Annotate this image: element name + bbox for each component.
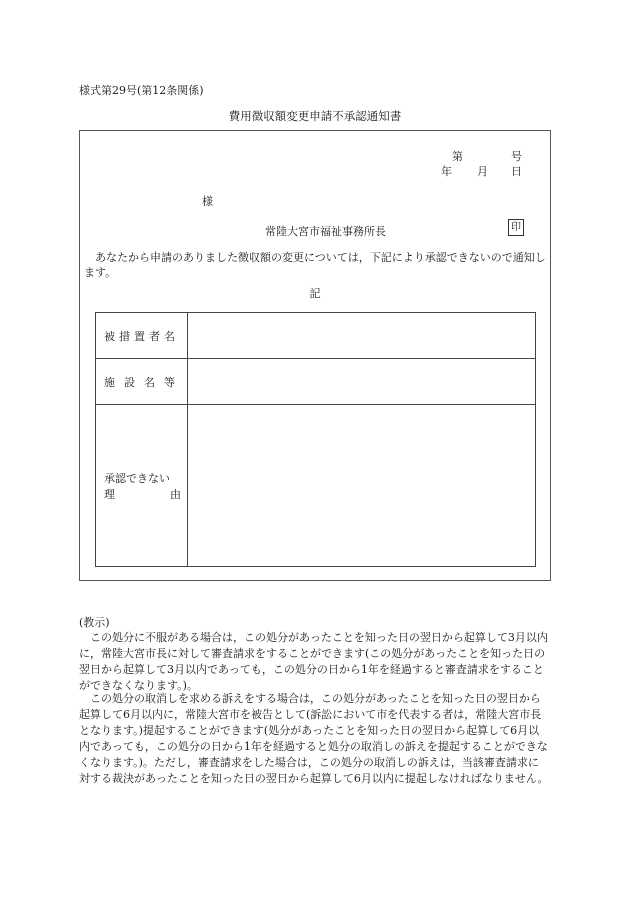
table-label-subject-name: 被措置者名 bbox=[96, 313, 188, 359]
info-table bbox=[95, 312, 536, 567]
form-number-label: 様式第29号(第12条関係) bbox=[79, 84, 204, 97]
table-label-facility-name: 施設名等 bbox=[96, 359, 188, 405]
instruction-heading: (教示) bbox=[79, 616, 110, 629]
document-number-go: 号 bbox=[511, 150, 522, 163]
seal-stamp-box: 印 bbox=[508, 219, 524, 236]
document-number-dai: 第 bbox=[452, 150, 463, 163]
reason-label-line2 bbox=[104, 486, 187, 502]
document-title: 費用徴収額変更申請不承認通知書 bbox=[228, 109, 402, 123]
reason-label-yu: 由 bbox=[170, 487, 181, 501]
table-value-facility-name[interactable] bbox=[188, 359, 536, 405]
recipient-honorific: 様 bbox=[202, 195, 213, 208]
date-year: 年 bbox=[441, 165, 452, 178]
table-row bbox=[96, 359, 536, 405]
table-value-reason[interactable] bbox=[188, 405, 536, 567]
table-label-reason bbox=[96, 405, 188, 567]
date-month: 月 bbox=[477, 165, 488, 178]
reason-label-line1: 承認できない bbox=[104, 471, 170, 485]
table-value-subject-name[interactable] bbox=[188, 313, 536, 359]
table-row bbox=[96, 405, 536, 567]
instruction-paragraph-lawsuit: この処分の取消しを求める訴えをする場合は，この処分があったことを知った日の翌日から起算して6月以内に，常陸大宮市を被告として(訴訟において市を代表する者は，常陸大宮市長となります。)提起することができます(処分があったことを知った日の翌日から起算して6月以内であっても，この処分の日から1年を経過すると処分の取消しの訴えを提起することができなくなります。)。ただし，審査請求をした場合は，この処分の取消しの訴えは，当該審査請求に対する裁決があったことを知った日の翌日から起算して6月以内に提起しなければなりません。 bbox=[79, 692, 549, 785]
reason-label-ri: 理 bbox=[104, 487, 115, 501]
date-day: 日 bbox=[511, 165, 522, 178]
issuer-name: 常陸大宮市福祉事務所長 bbox=[265, 225, 386, 238]
ki-heading: 記 bbox=[309, 287, 321, 300]
notification-body: あなたから申請のありました徴収額の変更については，下記により承認できないので通知します。 bbox=[84, 251, 546, 279]
table-row bbox=[96, 313, 536, 359]
instruction-paragraph-appeal: この処分に不服がある場合は，この処分があったことを知った日の翌日から起算して3月以内に，常陸大宮市長に対して審査請求をすることができます(この処分があったことを知った日の翌日から起算して3月以内であっても，この処分の日から1年を経過すると審査請求をすることができなくなります。)。 bbox=[79, 631, 548, 692]
